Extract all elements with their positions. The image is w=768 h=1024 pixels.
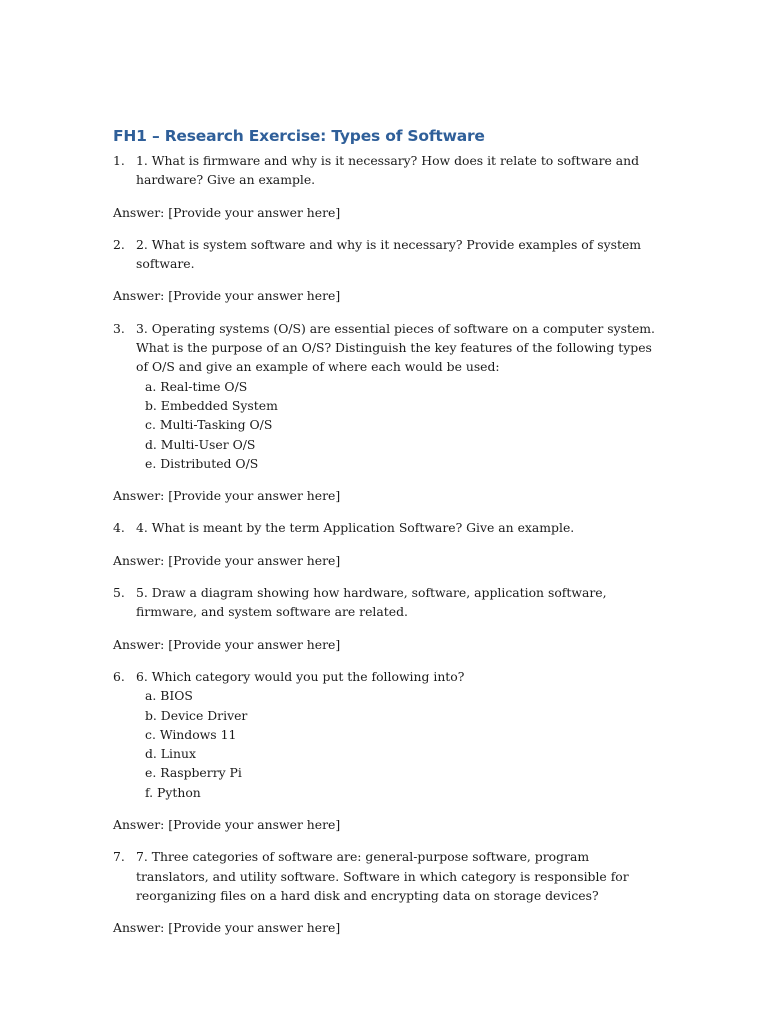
question-3 bbox=[113, 319, 658, 473]
question-body bbox=[136, 667, 658, 802]
sub-item: b. Device Driver bbox=[145, 707, 248, 723]
question-number: 4. bbox=[113, 520, 125, 536]
question-number: 1. bbox=[113, 153, 125, 168]
question-text: 1. What is firmware and why is it necessary? How does it relate to software and hardware? Give an example. bbox=[136, 153, 640, 188]
sub-item: d. Linux bbox=[145, 746, 196, 762]
question-body bbox=[136, 847, 658, 905]
question-6 bbox=[113, 667, 658, 802]
question-text: 7. Three categories of software are: general-purpose software, program translators, and utility software. Software in which category is responsible for reorganizing files on a hard disk and encrypting data on storage devices? bbox=[136, 849, 629, 903]
sub-item: f. Python bbox=[145, 784, 201, 800]
question-text: 2. What is system software and why is it necessary? Provide examples of system software. bbox=[136, 236, 642, 272]
question-body bbox=[136, 235, 658, 274]
sub-item: c. Windows 11 bbox=[145, 726, 237, 742]
sub-item: b. Embedded System bbox=[145, 397, 278, 413]
question-1 bbox=[113, 151, 658, 190]
answer-line: Answer: [Provide your answer here] bbox=[113, 817, 341, 833]
answer-line: Answer: [Provide your answer here] bbox=[113, 488, 341, 504]
question-number: 5. bbox=[113, 585, 125, 601]
question-number: 2. bbox=[113, 236, 125, 252]
question-2 bbox=[113, 235, 658, 274]
document-title: FH1 – Research Exercise: Types of Software bbox=[113, 127, 485, 145]
sub-item: e. Distributed O/S bbox=[145, 455, 259, 471]
question-text: 3. Operating systems (O/S) are essential pieces of software on a computer system. What is the purpose of an O/S? Distinguish the key features of the following types of O/S and give an example of where each would be used: bbox=[136, 320, 655, 375]
question-5 bbox=[113, 583, 658, 622]
question-text: 5. Draw a diagram showing how hardware, software, application software, firmware, and system software are related. bbox=[136, 585, 607, 620]
question-number: 7. bbox=[113, 849, 125, 865]
question-number: 3. bbox=[113, 320, 125, 336]
question-body bbox=[136, 151, 658, 190]
document-page bbox=[113, 125, 658, 951]
question-4 bbox=[113, 518, 658, 537]
answer-line: Answer: [Provide your answer here] bbox=[113, 636, 341, 652]
sub-item: a. BIOS bbox=[145, 688, 193, 704]
answer-line: Answer: [Provide your answer here] bbox=[113, 204, 341, 220]
question-body bbox=[136, 319, 658, 473]
answer-line: Answer: [Provide your answer here] bbox=[113, 552, 341, 568]
sub-item: c. Multi-Tasking O/S bbox=[145, 417, 273, 433]
sub-item: a. Real-time O/S bbox=[145, 378, 248, 394]
question-body bbox=[136, 583, 658, 622]
answer-line: Answer: [Provide your answer here] bbox=[113, 288, 341, 304]
question-number: 6. bbox=[113, 668, 125, 684]
sub-item: d. Multi-User O/S bbox=[145, 436, 256, 452]
question-text: 6. Which category would you put the following into? bbox=[136, 668, 465, 684]
sub-item: e. Raspberry Pi bbox=[145, 765, 242, 781]
question-7 bbox=[113, 847, 658, 905]
question-text: 4. What is meant by the term Application Software? Give an example. bbox=[136, 520, 575, 536]
question-body bbox=[136, 518, 658, 537]
answer-line: Answer: [Provide your answer here] bbox=[113, 920, 341, 936]
